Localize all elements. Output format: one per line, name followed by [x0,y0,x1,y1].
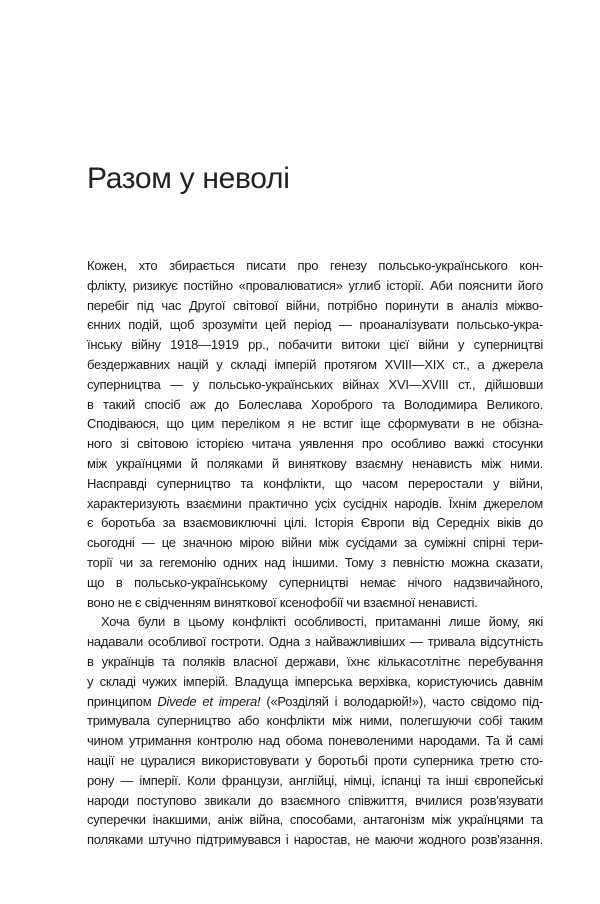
text-line: між українцями й поляками й виняткову взаємну ненависть між ними. [87,455,543,471]
latin-phrase: Divede et impera! [157,693,261,709]
text-line: у складі чужих імперій. Владуща імперська верхівка, користуючись давнім [87,673,543,689]
text-line: Сподіваюся, що цим переліком я не встиг іще сформувати в не обізна- [87,416,543,432]
text-line: суперництва — у польсько-українських війнах XVI—XVIII ст., дійшовши [87,376,543,392]
body-text [87,256,543,850]
text-line: характеризують взаємини практично усіх сусідніх народів. Їхнім джерелом [87,495,543,511]
text-line: є боротьба за взаємовиключні цілі. Історія Європи від Середніх віків до [87,515,543,531]
text-line: суперечки інакшими, аніж війна, способами, антагонізм між українцями та [87,812,543,828]
text-line: в українців та поляків власної держави, їхнє кількасотлітнє перебування [87,653,543,669]
text-line: Хоча були в цьому конфлікті особливості, притаманні лише йому, які [101,614,543,630]
text-line: Насправді суперництво та конфлікти, що часом переростали у війни, [87,475,543,491]
text-line: Кожен, хто збирається писати про генезу польсько-українського кон- [87,258,543,273]
text-line: надавали особливої гостроти. Одна з найважливіших — тривала відсутність [87,634,543,650]
text-line: бездержавних націй у складі імперій протягом XVIII—XIX ст., а джерела [87,356,543,372]
text-segment: принципом [87,693,158,709]
text-line: поляками штучно підтримувався і наростав, не маючи жодного розв'язання. [87,832,543,848]
text-line: перебіг під час Другої світової війни, потрібно поринути в аналіз міжво- [87,297,543,313]
text-line: флікту, ризикує постійно «провалюватися» углиб історії. Аби пояснити його [87,277,543,293]
chapter-title: Разом у неволі [87,162,290,195]
text-line: єнних подій, щоб зрозуміти цей період — проаналізувати польсько-укра- [87,317,543,333]
text-line: сьогодні — це значною мірою війни між сусідами за суміжні спірні тери- [87,535,543,551]
text-segment: («Розділяй і володарюй!»), часто свідомо під- [260,693,543,709]
paragraph [87,256,543,612]
text-line: в такий спосіб аж до Болеслава Хороброго та Володимира Великого. [87,396,543,412]
text-line: торії чи за гегемонію одних над іншими. Тому з певністю можна сказати, [87,554,543,570]
text-line: ного зі світовою історією читача уявлення про особливо важкі стосунки [87,436,543,452]
text-line: їнську війну 1918—1919 рр., побачити витоки цієї війни у суперництві [87,337,543,353]
text-line: рону — імперії. Коли французи, англійці, німці, іспанці та інші європейські [87,772,543,788]
text-line: чином утримання контролю над обома поневоленими народами. Та й самі [87,733,543,749]
text-line: народи поступово звикали до взаємного співжиття, вчилися розв'язувати [87,792,543,808]
text-line: тримувала суперництво або конфлікти між ними, полегшуючи собі таким [87,713,543,729]
text-line [87,692,543,712]
text-line: воно не є свідченням виняткової ксенофобії чи взаємної ненависті. [87,594,478,610]
paragraph [87,612,543,850]
text-line: що в польсько-українському суперництві немає нічого надзвичайного, [87,574,543,590]
text-line: нації не цуралися використовувати у боротьбі проти суперника третю сто- [87,752,543,768]
